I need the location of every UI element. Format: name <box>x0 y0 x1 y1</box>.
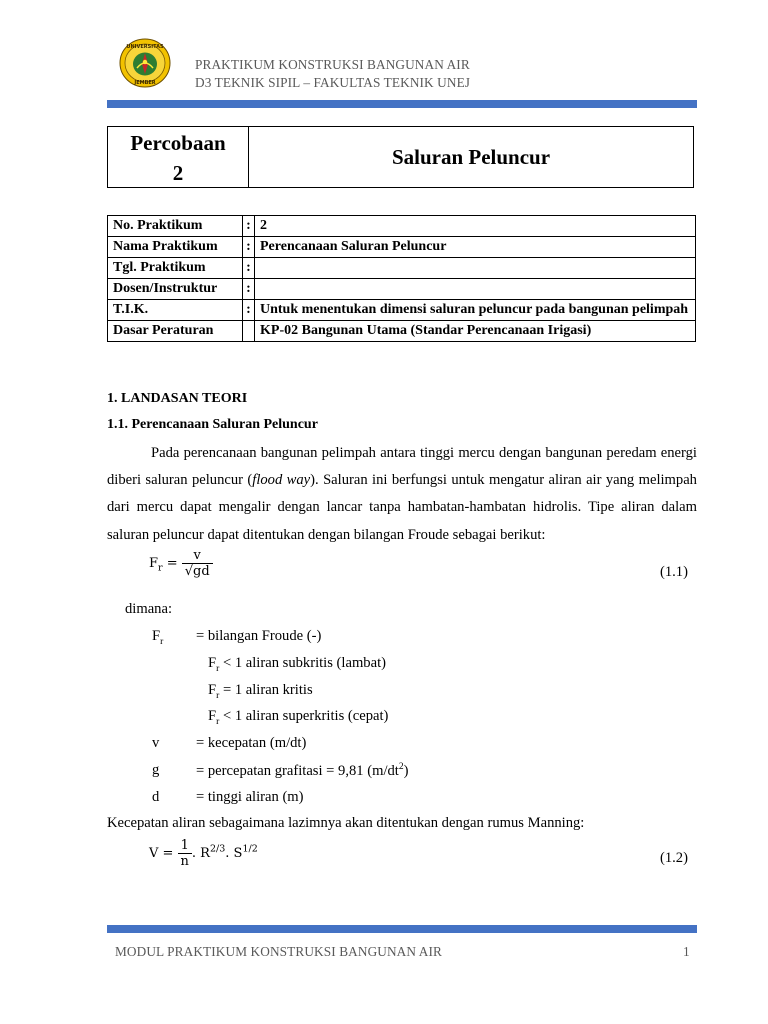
info-row <box>108 300 696 321</box>
eq1-denominator: √gd <box>182 563 213 579</box>
info-table-body <box>108 216 696 342</box>
header-line-1: PRAKTIKUM KONSTRUKSI BANGUNAN AIR <box>195 57 470 72</box>
case-3-sub: r <box>216 716 220 727</box>
info-key: T.I.K. <box>108 300 243 321</box>
eq2-s-exp: 1/2 <box>242 843 258 855</box>
experiment-title-box <box>107 126 694 188</box>
equation-manning <box>149 838 258 869</box>
def-v-symbol: v <box>152 735 160 751</box>
experiment-number-cell <box>108 127 249 187</box>
eq1-denominator-text: gd <box>193 564 210 579</box>
eq1-equals: = <box>162 556 182 571</box>
def-case-1 <box>208 655 386 674</box>
def-fr-sub: r <box>160 636 164 647</box>
case-2-sym: F <box>208 682 217 698</box>
university-logo <box>119 38 171 88</box>
def-fr-sym: F <box>152 628 161 644</box>
case-2-sub: r <box>216 690 220 701</box>
info-value <box>255 279 696 300</box>
info-value: KP-02 Bangunan Utama (Standar Perencanaan Irigasi) <box>255 321 696 342</box>
logo-text-bottom: JEMBER <box>134 80 156 86</box>
paragraph-part-2: ). Saluran ini berfungsi untuk mengatur aliran air yang melimpah dari mercu dapat mengalir dengan lancar tanpa hambatan-hambatan hidrolis. Tipe aliran dalam saluran peluncur dapat ditentukan dengan bilangan Froude sebagai berikut: <box>107 472 697 543</box>
def-g-desc <box>196 762 409 780</box>
case-2-text: = 1 aliran kritis <box>219 682 313 698</box>
eq1-numerator: v <box>193 548 201 563</box>
info-colon <box>243 321 255 342</box>
eq1-fraction <box>182 548 213 579</box>
def-fr-desc: = bilangan Froude (-) <box>196 628 322 644</box>
info-key: Dasar Peraturan <box>108 321 243 342</box>
def-case-2 <box>208 682 313 701</box>
eq1-lhs-sub: r <box>158 562 163 574</box>
eq1-lhs: F <box>149 556 159 571</box>
paragraph-part-1: Pada perencanaan bangunan pelimpah antara tinggi mercu dengan bangunan peredam energi diberi saluran peluncur ( <box>107 445 697 489</box>
info-row <box>108 279 696 300</box>
def-g-sup: 2 <box>398 762 404 772</box>
def-g-symbol: g <box>152 762 160 778</box>
eq2-numerator: 1 <box>180 838 189 853</box>
subsection-heading: 1.1. Perencanaan Saluran Peluncur <box>107 417 318 432</box>
info-colon: : <box>243 258 255 279</box>
experiment-number: 2 <box>172 161 184 185</box>
practicum-info-table <box>107 215 696 342</box>
info-colon: : <box>243 279 255 300</box>
logo-text-top: UNIVERSITAS <box>126 44 164 50</box>
case-1-sym: F <box>208 655 217 671</box>
eq2-s: . S <box>225 846 243 861</box>
case-1-sub: r <box>216 663 220 674</box>
header-divider-bar <box>107 100 697 108</box>
info-value: 2 <box>255 216 696 237</box>
def-g-text: = percepatan grafitasi = 9,81 (m/dt <box>196 762 399 779</box>
eq2-lhs: V = <box>149 846 178 861</box>
info-key: Nama Praktikum <box>108 237 243 258</box>
body-paragraph <box>107 440 697 549</box>
info-key: Dosen/Instruktur <box>108 279 243 300</box>
case-3-sym: F <box>208 708 217 724</box>
info-value: Untuk menentukan dimensi saluran peluncur pada bangunan pelimpah <box>255 300 696 321</box>
footer-title: MODUL PRAKTIKUM KONSTRUKSI BANGUNAN AIR <box>115 944 442 959</box>
def-d-symbol: d <box>152 789 160 805</box>
header-text <box>195 56 470 91</box>
experiment-label: Percobaan <box>130 131 226 155</box>
info-colon: : <box>243 237 255 258</box>
paragraph-italic: flood way <box>252 472 311 489</box>
info-row <box>108 321 696 342</box>
info-colon: : <box>243 300 255 321</box>
footer-divider-bar <box>107 925 697 933</box>
info-row <box>108 237 696 258</box>
equation-number-1: (1.1) <box>660 564 688 580</box>
eq2-fraction <box>178 838 192 869</box>
eq2-r-exp: 2/3 <box>209 843 226 855</box>
def-v-desc: = kecepatan (m/dt) <box>196 735 307 751</box>
info-row <box>108 216 696 237</box>
header-line-2: D3 TEKNIK SIPIL – FAKULTAS TEKNIK UNEJ <box>195 74 471 90</box>
equation-froude <box>149 548 213 579</box>
dimana-label: dimana: <box>125 601 173 617</box>
section-heading-landasan-teori: 1. LANDASAN TEORI <box>107 391 248 406</box>
page-number: 1 <box>683 944 690 959</box>
manning-intro: Kecepatan aliran sebagaimana lazimnya akan ditentukan dengan rumus Manning: <box>107 815 585 831</box>
experiment-title: Saluran Peluncur <box>391 144 551 169</box>
info-colon: : <box>243 216 255 237</box>
case-3-text: < 1 aliran superkritis (cepat) <box>219 708 389 724</box>
info-value <box>255 258 696 279</box>
def-case-3 <box>208 708 388 727</box>
def-fr-symbol <box>152 628 163 647</box>
eq2-denominator: n <box>178 853 192 869</box>
def-d-desc: = tinggi aliran (m) <box>196 789 304 805</box>
info-value: Perencanaan Saluran Peluncur <box>255 237 696 258</box>
info-key: Tgl. Praktikum <box>108 258 243 279</box>
def-g-close: ) <box>403 762 409 779</box>
equation-number-2: (1.2) <box>660 850 688 866</box>
info-key: No. Praktikum <box>108 216 243 237</box>
case-1-text: < 1 aliran subkritis (lambat) <box>219 655 386 671</box>
info-row <box>108 258 696 279</box>
eq2-r: . R <box>191 846 210 861</box>
